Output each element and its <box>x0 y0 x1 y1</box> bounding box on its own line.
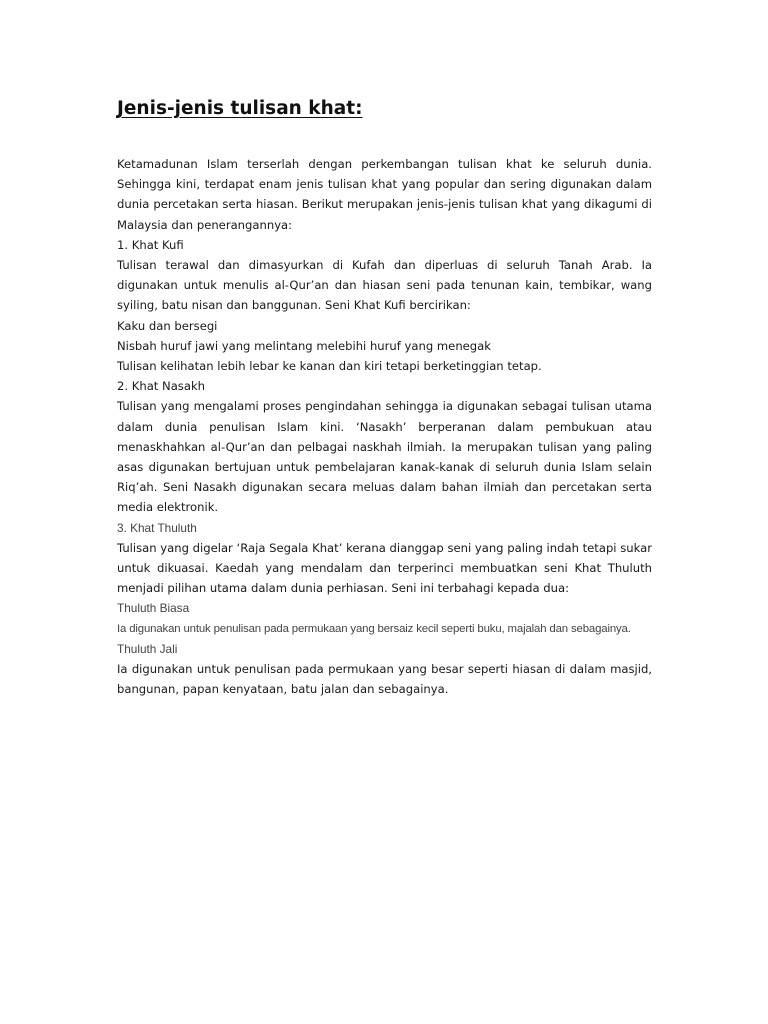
thuluth-biasa-description: Ia digunakan untuk penulisan pada permukaan yang bersaiz kecil seperti buku, majalah dan sebagainya. <box>117 622 631 635</box>
document-page <box>117 96 652 699</box>
thuluth-biasa-heading: Thuluth Biasa <box>117 601 190 616</box>
intro-paragraph: Ketamadunan Islam terserlah dengan perkembangan tulisan khat ke seluruh dunia. Sehingga kini, terdapat enam jenis tulisan khat yang popular dan sering digunakan dalam dunia percetakan serta hiasan. Berikut merupakan jenis-jenis tulisan khat yang dikagumi di Malaysia dan penerangannya: <box>117 157 652 232</box>
thuluth-jali-heading: Thuluth Jali <box>117 641 178 656</box>
document-title: Jenis-jenis tulisan khat: <box>117 98 363 119</box>
kufi-feature-2: Nisbah huruf jawi yang melintang melebihi huruf yang menegak <box>117 338 491 353</box>
thuluth-description: Tulisan yang digelar ‘Raja Segala Khat’ kerana dianggap seni yang paling indah tetapi sukar untuk dikuasai. Kaedah yang mendalam dan terperinci membuatkan seni Khat Thuluth menjadi pilihan utama dalam dunia perhiasan. Seni ini terbahagi kepada dua: <box>117 540 652 596</box>
nasakh-heading: 2. Khat Nasakh <box>117 379 206 394</box>
kufi-heading: 1. Khat Kufi <box>117 237 184 252</box>
kufi-feature-3: Tulisan kelihatan lebih lebar ke kanan dan kiri tetapi berketinggian tetap. <box>117 359 542 374</box>
thuluth-heading: 3. Khat Thuluth <box>117 520 197 535</box>
nasakh-description: Tulisan yang mengalami proses pengindahan sehingga ia digunakan sebagai tulisan utama dalam dunia penulisan Islam kini. ‘Nasakh’ berperanan dalam pembukuan atau menaskhahkan al-Qur’an dan pelbagai naskhah ilmiah. Ia merupakan tulisan yang paling asas digunakan bertujuan untuk pembelajaran kanak-kanak di seluruh dunia Islam selain Riq’ah. Seni Nasakh digunakan secara meluas dalam bahan ilmiah dan percetakan serta media elektronik. <box>117 399 652 515</box>
thuluth-jali-description: Ia digunakan untuk penulisan pada permukaan yang besar seperti hiasan di dalam masjid, bangunan, papan kenyataan, batu jalan dan sebagainya. <box>117 662 652 697</box>
kufi-description: Tulisan terawal dan dimasyurkan di Kufah dan diperluas di seluruh Tanah Arab. Ia digunakan untuk menulis al-Qur’an dan hiasan seni pada tenunan kain, tembikar, wang syiling, batu nisan dan banggunan. Seni Khat Kufi bercirikan: <box>117 258 652 313</box>
kufi-feature-1: Kaku dan bersegi <box>117 318 218 333</box>
